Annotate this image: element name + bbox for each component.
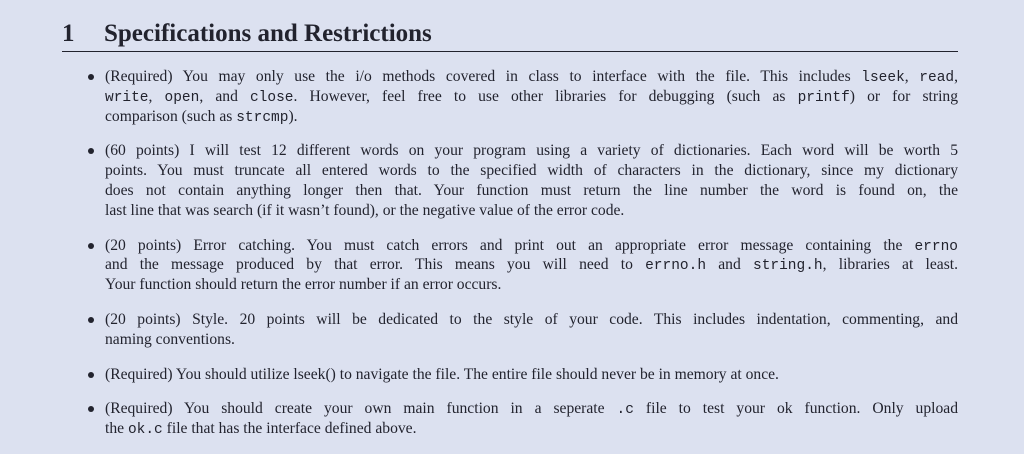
text-segment: file that has the interface defined above. bbox=[162, 420, 417, 438]
code-text: string.h bbox=[753, 258, 823, 275]
text-segment: Your function should return the error number if an error occurs. bbox=[105, 276, 502, 294]
text-segment: , libraries at least. bbox=[822, 256, 958, 274]
list-item bbox=[88, 236, 958, 295]
text-line bbox=[105, 330, 958, 350]
text-line bbox=[105, 275, 958, 295]
text-segment: ). bbox=[288, 107, 298, 125]
section-title: Specifications and Restrictions bbox=[104, 20, 432, 47]
list-item bbox=[88, 141, 958, 220]
text-segment: , bbox=[954, 68, 958, 85]
code-text: lseek bbox=[861, 70, 905, 86]
bullet-icon bbox=[88, 243, 94, 249]
text-segment: comparison (such as bbox=[105, 107, 237, 125]
text-segment: , bbox=[904, 68, 920, 85]
text-line bbox=[105, 419, 958, 439]
text-line bbox=[105, 201, 958, 221]
text-segment: (60 points) I will test 12 different words on your program using a variety of dictionaries. Each word will be worth 5 bbox=[105, 142, 958, 160]
text-line bbox=[105, 310, 958, 330]
text-line bbox=[105, 161, 958, 181]
code-text: ok.c bbox=[127, 422, 163, 439]
list-item bbox=[88, 399, 958, 439]
text-segment: . However, feel free to use other libraries for debugging (such as bbox=[293, 87, 798, 105]
section-number: 1 bbox=[62, 20, 75, 47]
bullet-icon bbox=[88, 74, 94, 80]
text-line bbox=[105, 399, 958, 419]
section-heading bbox=[62, 18, 958, 52]
text-segment: , and bbox=[199, 87, 250, 105]
text-line bbox=[105, 87, 958, 107]
text-segment: and bbox=[706, 256, 753, 274]
code-text: .c bbox=[616, 402, 634, 419]
text-segment: (Required) You should create your own main function in a seperate bbox=[105, 400, 617, 418]
text-segment: (20 points) Error catching. You must catch errors and print out an appropriate error message containing the bbox=[105, 236, 915, 254]
bullet-icon bbox=[88, 372, 94, 378]
text-segment: (Required) You may only use the i/o methods covered in class to interface with the file. This includes bbox=[105, 68, 862, 85]
code-text: close bbox=[249, 89, 294, 106]
text-line bbox=[105, 107, 958, 127]
text-segment: (20 points) Style. 20 points will be dedicated to the style of your code. This includes indentation, commenting, and bbox=[105, 310, 958, 328]
text-line bbox=[105, 365, 958, 385]
text-segment: last line that was search (if it wasn’t found), or the negative value of the error code. bbox=[105, 201, 625, 219]
list-item bbox=[88, 310, 958, 350]
code-text: read bbox=[919, 70, 955, 86]
text-segment: and the message produced by that error. This means you will need to bbox=[105, 256, 646, 274]
code-text: strcmp bbox=[236, 109, 289, 126]
code-text: errno bbox=[914, 238, 958, 255]
code-text: errno.h bbox=[645, 258, 707, 275]
text-line bbox=[105, 181, 958, 201]
text-line bbox=[105, 67, 958, 87]
text-line bbox=[105, 255, 958, 275]
bullet-icon bbox=[88, 406, 94, 412]
text-segment: , bbox=[148, 87, 165, 105]
text-segment: points. You must truncate all entered words to the specified width of characters in the dictionary, since my dictionary bbox=[105, 162, 958, 180]
text-segment: naming conventions. bbox=[105, 330, 235, 348]
bullet-icon bbox=[88, 317, 94, 323]
code-text: open bbox=[164, 89, 200, 106]
list-item bbox=[88, 67, 958, 126]
bullet-icon bbox=[88, 148, 94, 154]
text-segment: file to test your ok function. Only upload bbox=[633, 400, 958, 418]
text-segment: the bbox=[105, 420, 128, 438]
requirements-list bbox=[88, 67, 958, 454]
code-text: write bbox=[105, 89, 149, 106]
text-line bbox=[105, 141, 958, 161]
text-segment: does not contain anything longer then that. Your function must return the line number the word is found on, the bbox=[105, 181, 958, 199]
code-text: printf bbox=[797, 89, 850, 106]
list-item bbox=[88, 365, 958, 385]
text-segment: ) or for string bbox=[849, 87, 958, 105]
text-segment: (Required) You should utilize lseek() to navigate the file. The entire file should never be in memory at once. bbox=[105, 365, 779, 383]
text-line bbox=[105, 236, 958, 256]
